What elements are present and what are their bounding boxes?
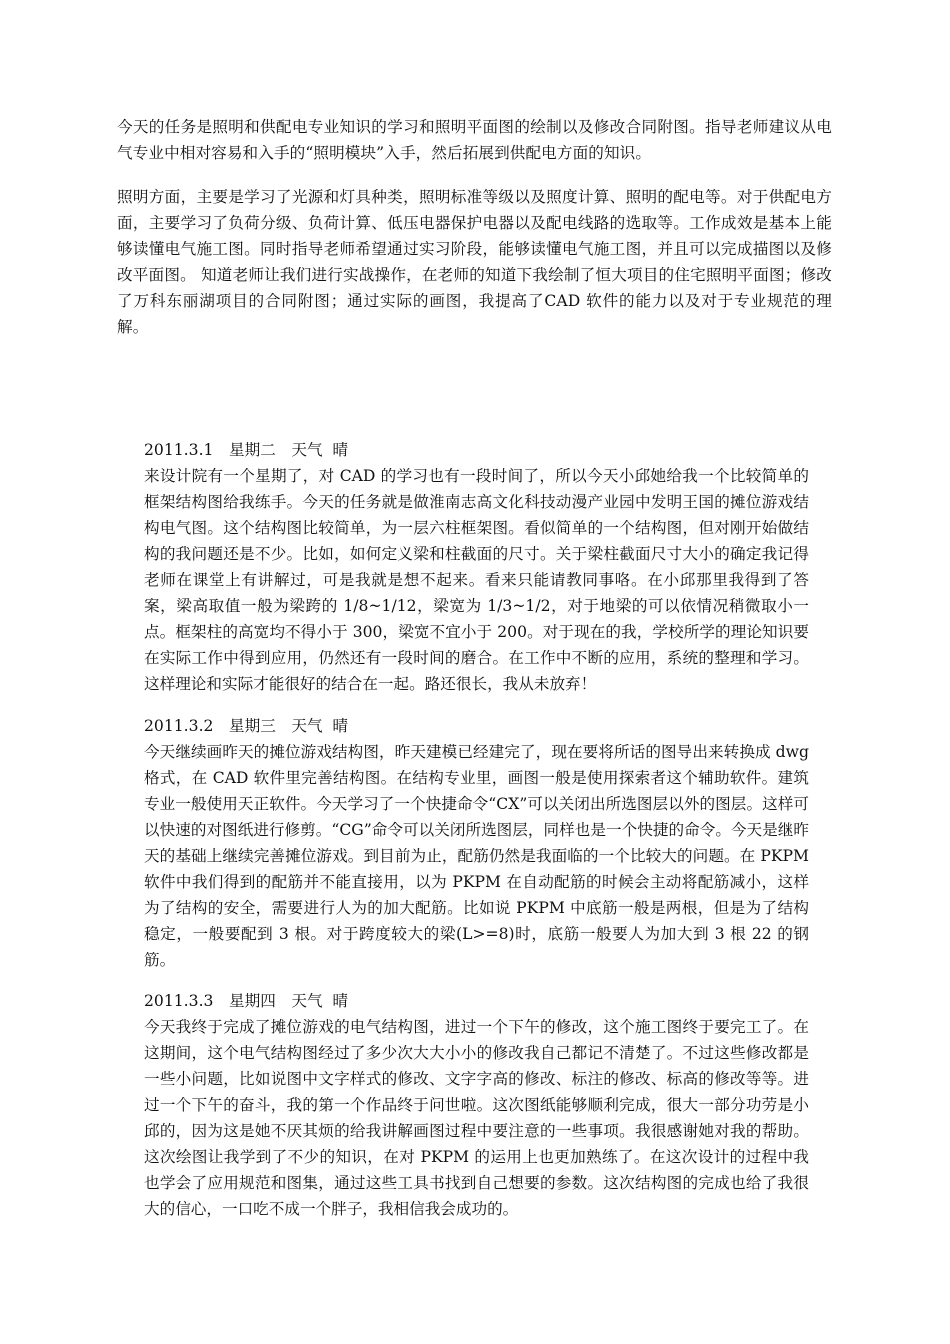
entry-body-text: 今天继续画昨天的摊位游戏结构图，昨天建模已经建完了，现在要将所话的图导出来转换成 dwg 格式，在 CAD 软件里完善结构图。在结构专业里，画图一般是使用探索者这个辅助软件。建筑专业一般使用天正软件。今天学习了一个快捷命令“CX”可以关闭出所选图层以外的图层。这样可以快速的对图纸进行修剪。“CG”命令可以关闭所选图层，同样也是一个快捷的命令。今天是继昨天的基础上继续完善摊位游戏。到目前为止，配筋仍然是我面临的一个比较大的问题。在 PKPM 软件中我们得到的配筋并不能直接用，以为 PKPM 在自动配筋的时候会主动将配筋减小，这样为了结构的安全，需要进行人为的加大配筋。比如说 PKPM 中底筋一般是两根，但是为了结构稳定，一般要配到 3 根。对于跨度较大的梁(L>=8)时，底筋一般要人为加大到 3 根 22 的钢筋。 [144,743,809,969]
entry-date-header: 2011.3.1 星期二 天气 晴 [144,441,349,459]
diary-entry [144,713,809,973]
intro-paragraph-1: 今天的任务是照明和供配电专业知识的学习和照明平面图的绘制以及修改合同附图。指导老师建议从电气专业中相对容易和入手的“照明模块”入手，然后拓展到供配电方面的知识。 [117,118,832,162]
intro-paragraph-2: 照明方面，主要是学习了光源和灯具种类，照明标准等级以及照度计算、照明的配电等。对于供配电方面，主要学习了负荷分级、负荷计算、低压电器保护电器以及配电线路的选取等。工作成效是基本上能够读懂电气施工图。同时指导老师希望通过实习阶段，能够读懂电气施工图，并且可以完成描图以及修改平面图。 知道老师让我们进行实战操作，在老师的知道下我绘制了恒大项目的住宅照明平面图；修改了万科东丽湖项目的合同附图；通过实际的画图，我提高了CAD 软件的能力以及对于专业规范的理解。 [117,188,832,336]
diary-entry [144,437,809,697]
diary-entry [144,988,809,1222]
entry-date-header: 2011.3.2 星期三 天气 晴 [144,717,349,735]
entry-body-text: 今天我终于完成了摊位游戏的电气结构图，进过一个下午的修改，这个施工图终于要完工了。在这期间，这个电气结构图经过了多少次大大小小的修改我自己都记不清楚了。不过这些修改都是一些小问题，比如说图中文字样式的修改、文字字高的修改、标注的修改、标高的修改等等。进过一个下午的奋斗，我的第一个作品终于问世啦。这次图纸能够顺利完成，很大一部分功劳是小邱的，因为这是她不厌其烦的给我讲解画图过程中要注意的一些事项。我很感谢她对我的帮助。这次绘图让我学到了不少的知识，在对 PKPM 的运用上也更加熟练了。在这次设计的过程中我也学会了应用规范和图集，通过这些工具书找到自己想要的参数。这次结构图的完成也给了我很大的信心，一口吃不成一个胖子，我相信我会成功的。 [144,1018,809,1218]
entry-date-header: 2011.3.3 星期四 天气 晴 [144,992,349,1010]
entry-body-text: 来设计院有一个星期了，对 CAD 的学习也有一段时间了，所以今天小邱她给我一个比较简单的框架结构图给我练手。今天的任务就是做淮南志高文化科技动漫产业园中发明王国的摊位游戏结构电气图。这个结构图比较简单，为一层六柱框架图。看似简单的一个结构图，但对刚开始做结构的我问题还是不少。比如，如何定义梁和柱截面的尺寸。关于梁柱截面尺寸大小的确定我记得老师在课堂上有讲解过，可是我就是想不起来。看来只能请教同事咯。在小邱那里我得到了答案，梁高取值一般为梁跨的 1/8~1/12，梁宽为 1/3~1/2，对于地梁的可以依情况稍微取小一点。框架柱的高宽均不得小于 300，梁宽不宜小于 200。对于现在的我，学校所学的理论知识要在实际工作中得到应用，仍然还有一段时间的磨合。在工作中不断的应用，系统的整理和学习。这样理论和实际才能很好的结合在一起。路还很长，我从未放弃！ [144,467,809,693]
